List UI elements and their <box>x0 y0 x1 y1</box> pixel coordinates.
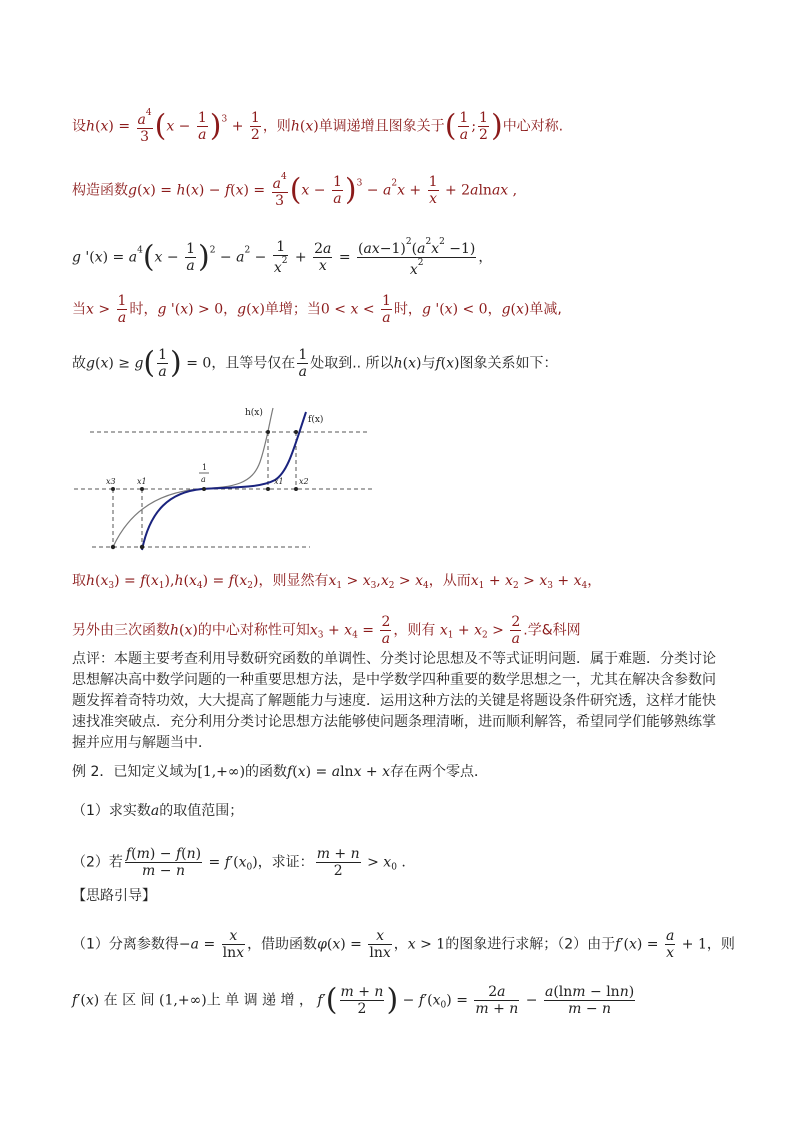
hint-line-2: f′(x) 在 区 间 (1,+∞)上 单 调 递 增 ， f′( $\frac{m + n}{2}$ ) − $f'(x_0)$ = $\frac{2a}{m + n}$ − $\frac{a(\ln m - \ln n)}{m - n}$ <box>72 982 635 1018</box>
label-center-den: a <box>201 475 206 484</box>
line-h-definition: 设h(x) = $\frac{a^4}{3}$ (x − $\frac{1}{a}$ )$^3$ + $\frac{1}{2}$ ，则h(x)单调递增且图象关于( $\frac{1}{a}$ ; $\frac{1}{2}$ )中心对称. <box>72 108 564 146</box>
line-take-points: 取$h(x_3) = f(x_1),h(x_4) = f(x_2)$，则显然有$x_1 > x_3,x_2 > x_4$，从而$x_1 + x_2 > x_3 + x_4$， <box>72 573 602 591</box>
hint-line-1: （1）分离参数得−a = $\frac{x}{\ln x}$ ，借助函数φ(x) = $\frac{x}{\ln x}$ ，x > 1的图象进行求解；（2）由于f′(x) = $\frac{a}{x}$ + 1，则 <box>72 928 735 962</box>
label-x3: x3 <box>106 477 116 486</box>
comment-paragraph: 点评：本题主要考查利用导数研究函数的单调性、分类讨论思想及不等式证明问题．属于难题．分类讨论思想解决高中数学问题的一种重要思想方法，是中学数学四种重要的数学思想之一，尤其在解决含参数问题发挥着奇特功效，大大提高了解题能力与速度．运用这种方法的关键是将题设条件研究透，这样才能快速找准突破点．充分利用分类讨论思想方法能够使问题条理清晰，进而顺利解答，希望同学们能够熟练掌握并应用与解题当中． <box>72 651 716 751</box>
point-x4-top <box>266 430 270 434</box>
label-center-num: 1 <box>202 463 208 472</box>
example2-q2: （2）若 $\frac{f(m) - f(n)}{m - n}$ = $f'(x_0)$，求证： $\frac{m + n}{2}$ > $x_0$ . <box>72 846 406 880</box>
point-x1-left <box>140 545 144 549</box>
point-center <box>202 487 206 491</box>
function-graph <box>70 400 380 560</box>
example2-statement: 例 2．已知定义域为[1,+∞)的函数f(x) = alnx + x存在两个零点． <box>72 764 489 780</box>
label-x1-right: x1 <box>274 477 284 486</box>
point-x2-top <box>294 430 298 434</box>
label-hx: h(x) <box>245 408 263 418</box>
point-x3-axis <box>111 487 115 491</box>
label-x1-left: x1 <box>137 477 147 486</box>
line-g-definition: 构造函数g(x) = h(x) − f(x) = $\frac{a^4}{3}$ (x − $\frac{1}{a}$ )$^3 - a^2x$ + $\frac{1}{x}$ + 2alnax , <box>72 172 518 210</box>
line-g-derivative: g '$(x) = a^4(x$ − $\frac{1}{a}$ )$^2 - a^2$ − $\frac{1}{x^2}$ + $\frac{2a}{x}$ = $\frac{(ax-1)^2(a^2x^2 -1)}{x^2}$ ， <box>72 237 493 279</box>
line-symmetry: 另外由三次函数h(x)的中心对称性可知$x_3 + x_4$ = $\frac{2}{a}$ ，则有 $x_1 + x_2$ > $\frac{2}{a}$ .学&科网 <box>72 614 581 648</box>
example2-q1: （1）求实数a的取值范围； <box>72 803 244 819</box>
point-x4-axis <box>266 487 270 491</box>
label-fx: f(x) <box>308 415 324 425</box>
point-x2-axis <box>294 487 298 491</box>
label-x2: x2 <box>299 477 309 486</box>
hint-title: 【思路引导】 <box>72 888 156 904</box>
line-conclusion: 故g(x) ≥ g( $\frac{1}{a}$ ) = 0，且等号仅在 $\frac{1}{a}$ 处取到.. 所以h(x)与f(x)图象关系如下： <box>72 345 558 381</box>
point-x1-axis <box>140 487 144 491</box>
line-monotonic: 当x > $\frac{1}{a}$ 时，g '(x) > 0，g(x)单增；当0 < x < $\frac{1}{a}$ 时，g '(x) < 0，g(x)单减, <box>72 293 562 327</box>
point-x3 <box>111 545 115 549</box>
